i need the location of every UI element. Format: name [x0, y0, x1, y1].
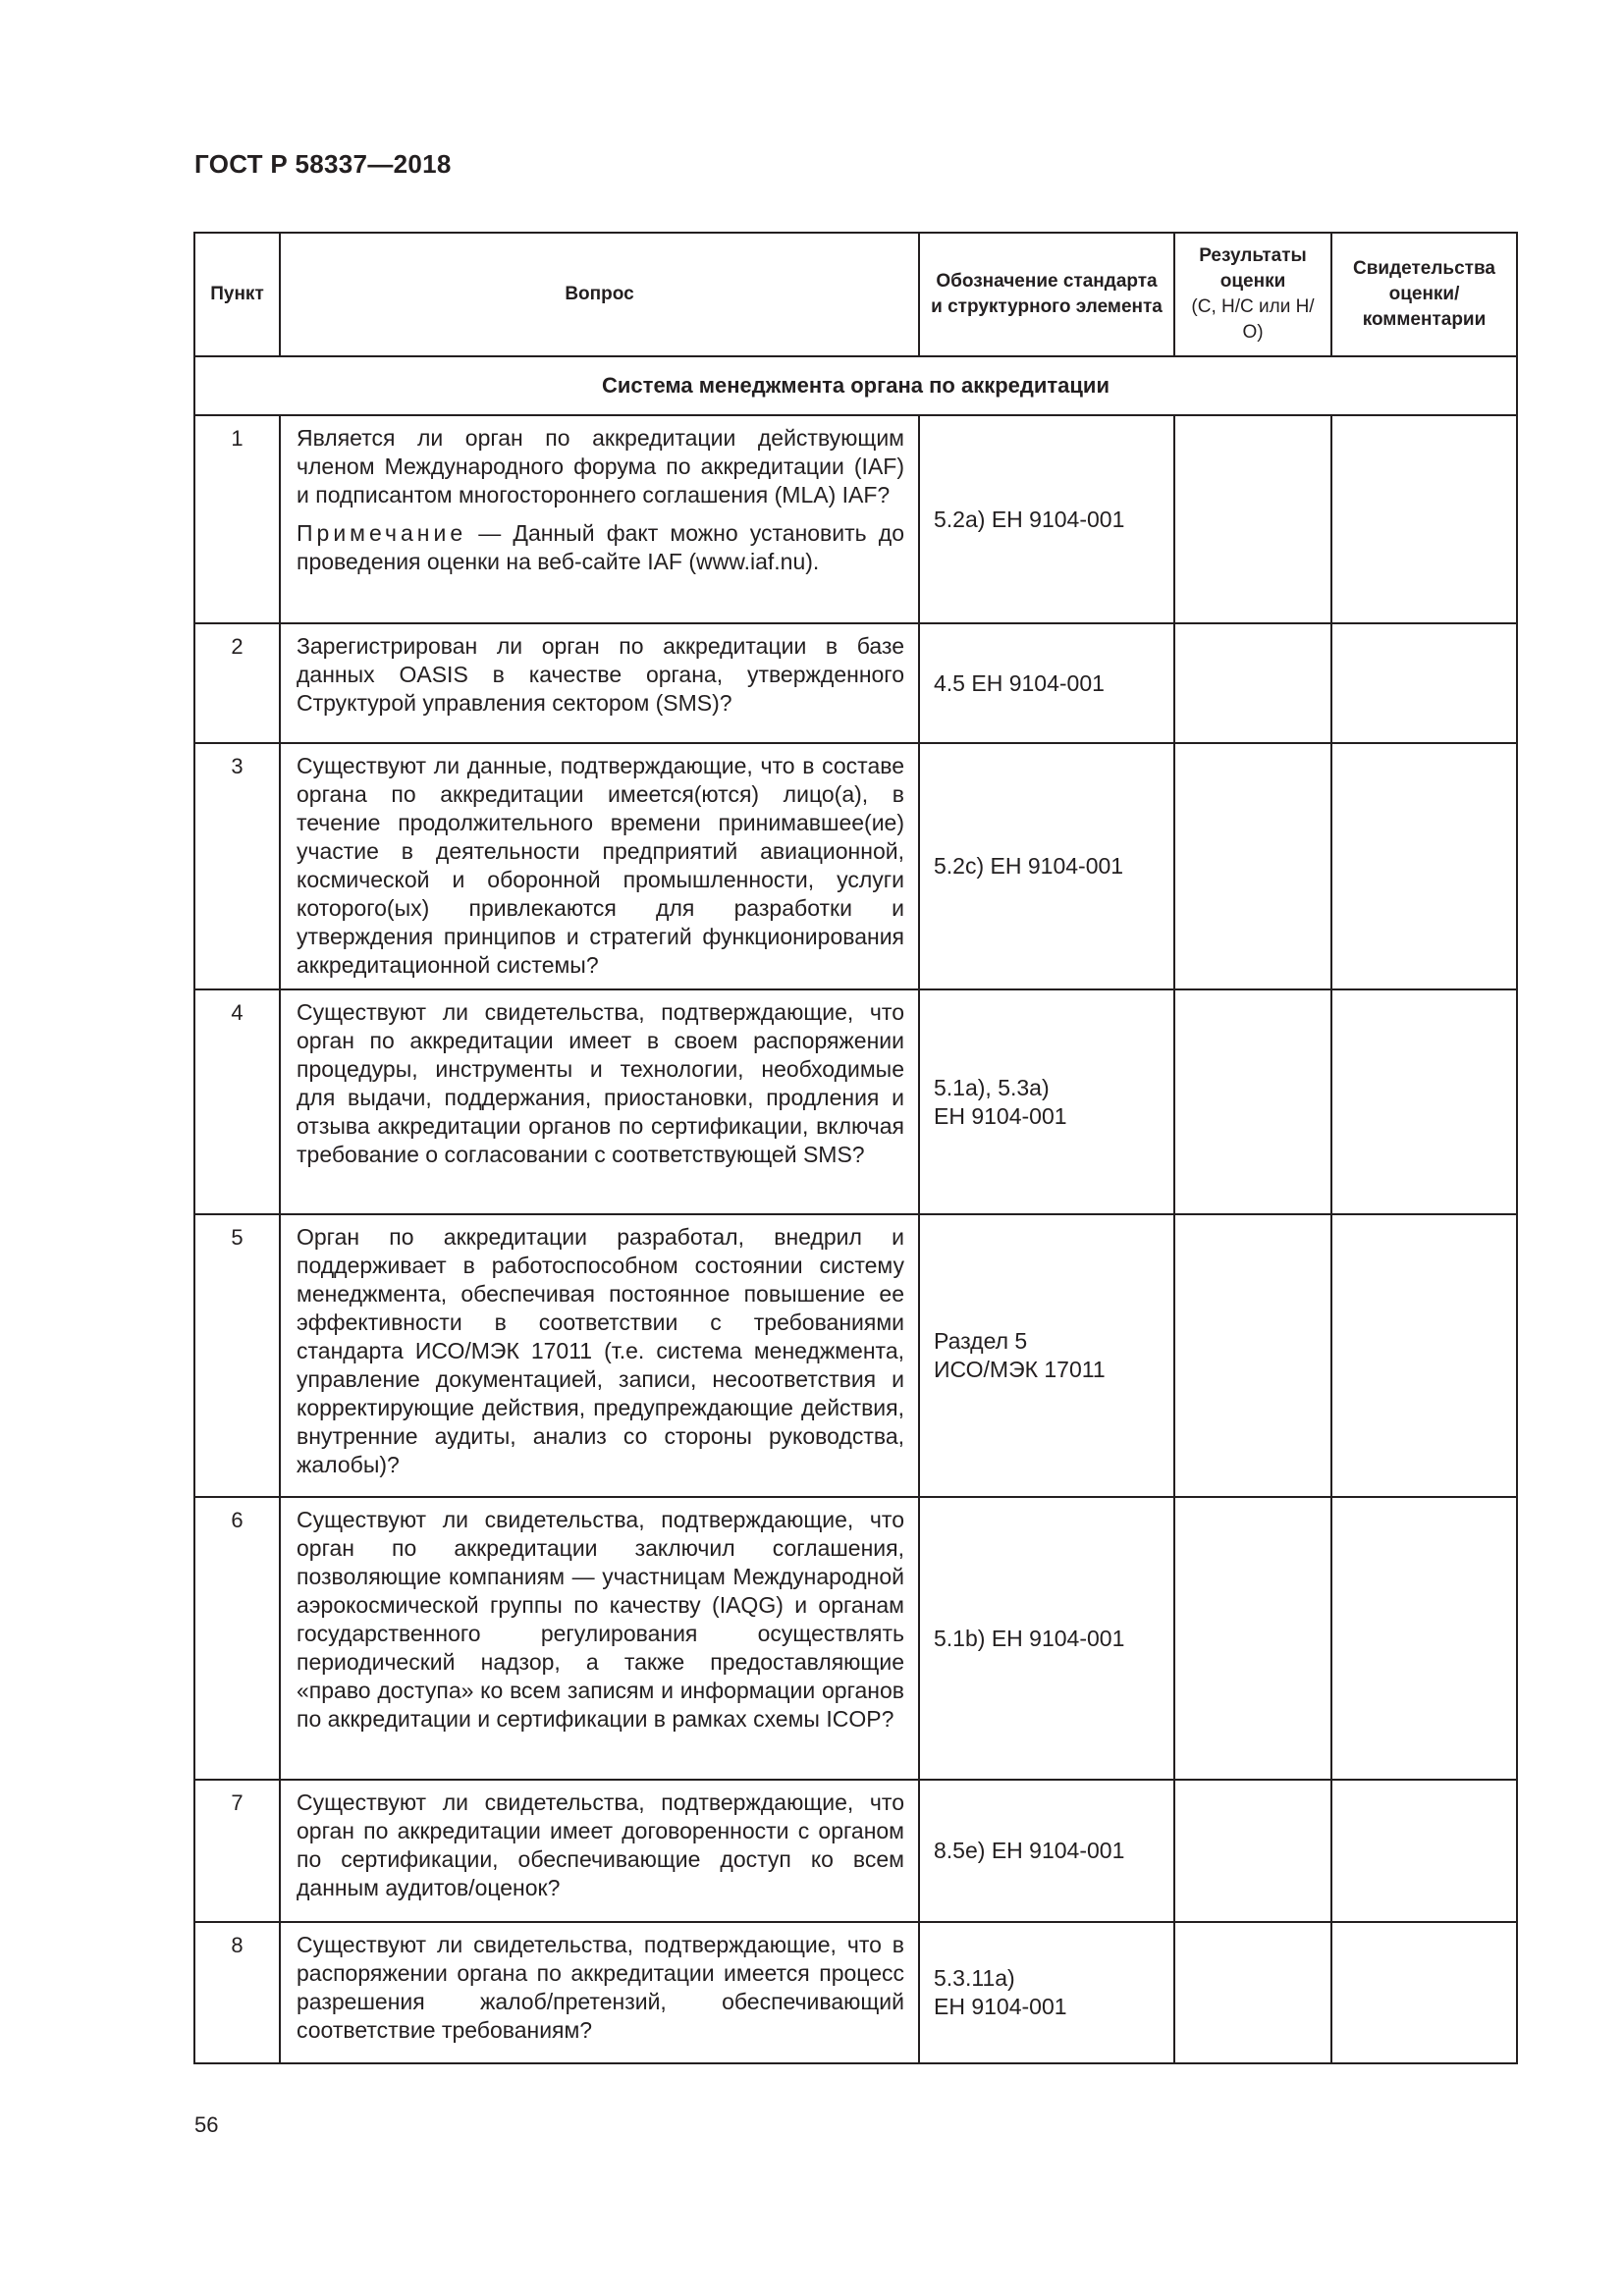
results-cell	[1174, 743, 1331, 989]
question-text: Существуют ли свидетельства, подтверждающие, что орган по аккредитации заключил соглашения, позволяющие компаниям — участницам Международной аэрокосмической группы по качеству (IAQG) и органам государственного регулирования осуществлять периодический надзор, а также предоставляющие «право доступа» ко всем записям и информации органов по аккредитации и сертификации в рамках схемы ICOP?	[280, 1497, 919, 1780]
assessment-checklist-table	[193, 232, 1518, 2064]
question-text: Существуют ли свидетельства, подтверждающие, что орган по аккредитации имеет договоренности с органом по сертификации, обеспечивающие доступ ко всем данным аудитов/оценок?	[280, 1780, 919, 1922]
item-number: 2	[194, 623, 280, 743]
results-cell	[1174, 1922, 1331, 2063]
question-text: Существуют ли свидетельства, подтверждающие, что в распоряжении органа по аккредитации имеется процесс разрешения жалоб/претензий, обеспечивающий соответствие требованиям?	[280, 1922, 919, 2063]
column-header-results	[1174, 233, 1331, 356]
standard-line-2: ЕН 9104-001	[934, 1994, 1067, 2019]
column-header-standard: Обозначение стандарта и структурного элемента	[919, 233, 1174, 356]
section-title: Система менеджмента органа по аккредитации	[194, 356, 1517, 415]
table-row	[194, 743, 1517, 989]
standard-line-1: Раздел 5	[934, 1328, 1028, 1354]
table-row	[194, 1922, 1517, 2063]
item-number: 7	[194, 1780, 280, 1922]
item-number: 8	[194, 1922, 280, 2063]
evidence-cell	[1331, 1922, 1517, 2063]
note-label: Примечание	[297, 520, 467, 546]
results-cell	[1174, 989, 1331, 1214]
evidence-cell	[1331, 1497, 1517, 1780]
standard-line-1: 5.3.11a)	[934, 1965, 1015, 1991]
evidence-cell	[1331, 415, 1517, 623]
table-row	[194, 623, 1517, 743]
evidence-cell	[1331, 623, 1517, 743]
results-cell	[1174, 1214, 1331, 1497]
question-text: Существуют ли данные, подтверждающие, что в составе органа по аккредитации имеется(ются) лицо(а), в течение продолжительного времени принимавшее(ие) участие в деятельности предприятий авиационной, космической и оборонной промышленности, услуги которого(ых) привлекаются для разработки и утверждения принципов и стратегий функционирования аккредитационной системы?	[280, 743, 919, 989]
item-number: 6	[194, 1497, 280, 1780]
section-row	[194, 356, 1517, 415]
note-text: — Данный факт можно установить до проведения оценки на веб-сайте IAF (www.iaf.nu).	[297, 520, 904, 574]
standard-reference	[919, 989, 1174, 1214]
question-text: Существуют ли свидетельства, подтверждающие, что орган по аккредитации имеет в своем распоряжении процедуры, инструменты и технологии, необходимые для выдачи, поддержания, приостановки, продления и отзыва аккредитации органов по сертификации, включая требование о согласовании с соответствующей SMS?	[280, 989, 919, 1214]
evidence-cell	[1331, 1214, 1517, 1497]
evidence-cell	[1331, 989, 1517, 1214]
standard-reference: 5.2c) ЕН 9104-001	[919, 743, 1174, 989]
standard-reference: 8.5e) ЕН 9104-001	[919, 1780, 1174, 1922]
standard-reference	[919, 1214, 1174, 1497]
standard-reference	[919, 1922, 1174, 2063]
evidence-cell	[1331, 1780, 1517, 1922]
results-cell	[1174, 415, 1331, 623]
table-row	[194, 1497, 1517, 1780]
standard-line-1: 5.1a), 5.3a)	[934, 1074, 1050, 1100]
table-row	[194, 989, 1517, 1214]
standard-line-2: ЕН 9104-001	[934, 1102, 1067, 1129]
column-header-item: Пункт	[194, 233, 280, 356]
evidence-cell	[1331, 743, 1517, 989]
document-code: ГОСТ Р 58337—2018	[194, 149, 452, 179]
table-row	[194, 1780, 1517, 1922]
item-number: 3	[194, 743, 280, 989]
item-number: 1	[194, 415, 280, 623]
question-text	[280, 415, 919, 623]
results-note: (С, Н/С или Н/О)	[1191, 296, 1315, 343]
standard-reference: 5.2a) ЕН 9104-001	[919, 415, 1174, 623]
page-number: 56	[194, 2112, 219, 2137]
standard-reference: 5.1b) ЕН 9104-001	[919, 1497, 1174, 1780]
question-main: Является ли орган по аккредитации действующим членом Международного форума по аккредитации (IAF) и подписантом многостороннего соглашения (MLA) IAF?	[297, 425, 904, 507]
results-cell	[1174, 1497, 1331, 1780]
table-row	[194, 415, 1517, 623]
results-cell	[1174, 623, 1331, 743]
item-number: 4	[194, 989, 280, 1214]
table-header-row	[194, 233, 1517, 356]
results-cell	[1174, 1780, 1331, 1922]
column-header-evidence: Свидетельства оценки/ комментарии	[1331, 233, 1517, 356]
question-note	[297, 519, 904, 576]
standard-reference: 4.5 ЕН 9104-001	[919, 623, 1174, 743]
question-text: Орган по аккредитации разработал, внедрил и поддерживает в работоспособном состоянии систему менеджмента, обеспечивая постоянное повышение ее эффективности в соответствии с требованиями стандарта ИСО/МЭК 17011 (т.е. система менеджмента, управление документацией, записи, несоответствия и корректирующие действия, предупреждающие действия, внутренние аудиты, анализ со стороны руководства, жалобы)?	[280, 1214, 919, 1497]
table-row	[194, 1214, 1517, 1497]
item-number: 5	[194, 1214, 280, 1497]
results-title: Результаты оценки	[1199, 245, 1307, 292]
column-header-question: Вопрос	[280, 233, 919, 356]
question-text: Зарегистрирован ли орган по аккредитации в базе данных OASIS в качестве органа, утвержденного Структурой управления сектором (SMS)?	[280, 623, 919, 743]
standard-line-2: ИСО/МЭК 17011	[934, 1357, 1106, 1382]
